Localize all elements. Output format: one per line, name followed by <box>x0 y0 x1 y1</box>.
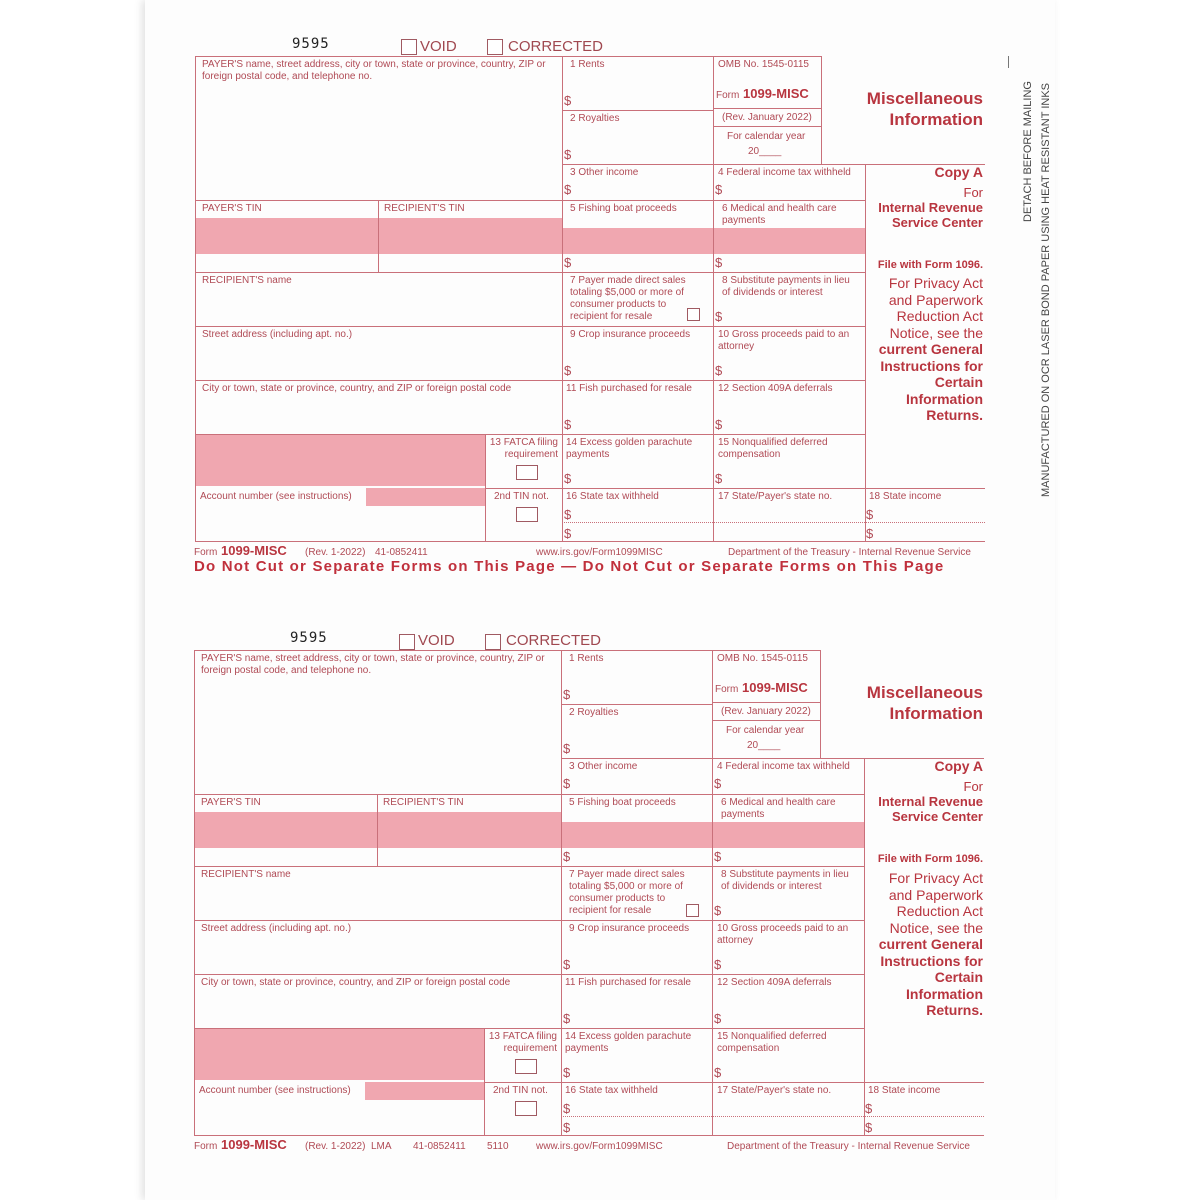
copy-a-label: Copy A <box>934 164 983 180</box>
box15-dollar: $ <box>714 1065 722 1080</box>
box7-label: 7 Payer made direct sales totaling $5,000 or more of consumer products to recipient for resale <box>570 275 686 322</box>
corrected-checkbox[interactable] <box>487 39 503 55</box>
second-tin-checkbox[interactable] <box>516 507 538 522</box>
payer-name-label: PAYER'S name, street address, city or town, state or province, country, ZIP or foreign postal code, and telephone no. <box>201 653 545 676</box>
box18-label: 18 State income <box>869 491 942 502</box>
title-line2: Information <box>889 110 983 129</box>
city-label: City or town, state or province, country, and ZIP or foreign postal code <box>201 977 511 988</box>
box18-dollar-2: $ <box>866 526 874 541</box>
account-number-field[interactable] <box>365 1082 484 1100</box>
copy-for: For <box>963 779 983 794</box>
box11-dollar: $ <box>564 417 572 432</box>
privacy-7: Certain <box>934 374 983 390</box>
box14-label: 14 Excess golden parachute payments <box>565 1031 692 1054</box>
box3-dollar: $ <box>563 776 571 791</box>
payer-name-label: PAYER'S name, street address, city or town, state or province, country, ZIP or foreign postal code, and telephone no. <box>202 59 546 82</box>
second-tin-label: 2nd TIN not. <box>494 491 549 502</box>
box15-label: 15 Nonqualified deferred compensation <box>718 437 828 460</box>
footer-url: www.irs.gov/Form1099MISC <box>536 547 663 558</box>
box9-dollar: $ <box>564 363 572 378</box>
privacy-6: Instructions for <box>880 953 983 969</box>
detach-tick <box>1008 56 1009 68</box>
box1-dollar: $ <box>564 93 572 108</box>
city-label: City or town, state or province, country, and ZIP or foreign postal code <box>202 383 512 394</box>
box11-label: 11 Fish purchased for resale <box>565 977 691 988</box>
box16-label: 16 State tax withheld <box>565 1085 658 1096</box>
footer-rev: (Rev. 1-2022) <box>305 547 366 558</box>
title-line1: Miscellaneous <box>866 683 983 702</box>
box10-label: 10 Gross proceeds paid to an attorney <box>717 923 849 946</box>
void-checkbox[interactable] <box>399 634 415 650</box>
box18-dollar-1: $ <box>865 1101 873 1116</box>
form-prefix: Form <box>715 684 739 695</box>
privacy-9: Returns. <box>926 407 983 423</box>
box9-label: 9 Crop insurance proceeds <box>569 923 690 934</box>
omb-number: OMB No. 1545-0115 <box>718 59 809 70</box>
box2-dollar: $ <box>564 147 572 162</box>
box13-label: 13 FATCA filing requirement <box>489 437 558 460</box>
corrected-checkbox[interactable] <box>485 634 501 650</box>
file-with: File with Form 1096. <box>877 259 983 271</box>
privacy-2: and Paperwork <box>888 292 983 308</box>
box6-dollar: $ <box>715 255 723 270</box>
box1-label: 1 Rents <box>569 653 604 664</box>
box12-label: 12 Section 409A deferrals <box>717 977 832 988</box>
shaded-field <box>195 434 485 486</box>
street-label: Street address (including apt. no.) <box>202 329 353 340</box>
box8-dollar: $ <box>714 903 722 918</box>
shaded-field <box>194 1028 484 1080</box>
box13-label: 13 FATCA filing requirement <box>488 1031 557 1054</box>
box9-dollar: $ <box>563 957 571 972</box>
box10-dollar: $ <box>715 363 723 378</box>
year-field[interactable]: 20____ <box>748 146 782 157</box>
box18-label: 18 State income <box>868 1085 941 1096</box>
box5-dollar: $ <box>564 255 572 270</box>
footer-dept: Department of the Treasury - Internal Revenue Service <box>728 547 971 558</box>
privacy-1: For Privacy Act <box>888 275 983 291</box>
box3-label: 3 Other income <box>570 167 639 178</box>
footer-lma: LMA <box>371 1141 392 1152</box>
recipient-tin-label: RECIPIENT'S TIN <box>384 203 465 214</box>
box16-label: 16 State tax withheld <box>566 491 659 502</box>
privacy-4: Notice, see the <box>889 920 983 936</box>
box15-dollar: $ <box>715 471 723 486</box>
footer-form-prefix: Form <box>194 1141 218 1152</box>
form-name: 1099-MISC <box>743 86 809 101</box>
box12-dollar: $ <box>714 1011 722 1026</box>
copy-irs-2: Service Center <box>891 809 983 824</box>
box4-dollar: $ <box>714 776 722 791</box>
copy-for: For <box>963 185 983 200</box>
void-label: VOID <box>418 632 455 649</box>
box5-label: 5 Fishing boat proceeds <box>570 203 677 214</box>
box1-label: 1 Rents <box>570 59 605 70</box>
recipient-name-label: RECIPIENT'S name <box>201 869 291 880</box>
corrected-label: CORRECTED <box>506 632 602 649</box>
footer-form-prefix: Form <box>194 547 218 558</box>
footer-cat: 41-0852411 <box>375 547 428 558</box>
corrected-label: CORRECTED <box>508 38 604 55</box>
box2-label: 2 Royalties <box>569 707 619 718</box>
box11-dollar: $ <box>563 1011 571 1026</box>
box2-dollar: $ <box>563 741 571 756</box>
second-tin-label: 2nd TIN not. <box>493 1085 548 1096</box>
calendar-year-label: For calendar year <box>727 131 806 142</box>
footer-url: www.irs.gov/Form1099MISC <box>536 1141 663 1152</box>
privacy-4: Notice, see the <box>889 325 983 341</box>
box16-dollar-2: $ <box>564 526 572 541</box>
footer-dept: Department of the Treasury - Internal Revenue Service <box>727 1141 970 1152</box>
box6-dollar: $ <box>714 849 722 864</box>
rev-date: (Rev. January 2022) <box>722 112 812 123</box>
footer-cat: 41-0852411 <box>413 1141 466 1152</box>
payer-tin-label: PAYER'S TIN <box>202 203 262 214</box>
box7-label: 7 Payer made direct sales totaling $5,000 or more of consumer products to recipient for resale <box>569 869 685 916</box>
copy-irs-1: Internal Revenue <box>878 794 983 809</box>
box12-dollar: $ <box>715 417 723 432</box>
privacy-8: Information <box>906 391 983 407</box>
box8-label: 8 Substitute payments in lieu of dividends or interest <box>722 275 850 298</box>
recipient-name-label: RECIPIENT'S name <box>202 275 292 286</box>
file-with: File with Form 1096. <box>877 853 983 865</box>
box4-label: 4 Federal income tax withheld <box>718 167 851 178</box>
box7-checkbox[interactable] <box>687 308 700 321</box>
form-prefix: Form <box>716 90 740 101</box>
title-line2: Information <box>889 704 983 723</box>
copy-irs-2: Service Center <box>891 215 983 230</box>
manufactured-notice: MANUFACTURED ON OCR LASER BOND PAPER USING HEAT RESISTANT INKS <box>1040 83 1052 497</box>
box16-dollar-2: $ <box>563 1120 571 1135</box>
privacy-5: current General <box>878 936 983 952</box>
box4-label: 4 Federal income tax withheld <box>717 761 850 772</box>
box6-label: 6 Medical and health care payments <box>722 203 837 226</box>
fatca-checkbox[interactable] <box>515 1059 537 1074</box>
box14-label: 14 Excess golden parachute payments <box>566 437 693 460</box>
box18-dollar-1: $ <box>866 507 874 522</box>
box5-label: 5 Fishing boat proceeds <box>569 797 676 808</box>
box2-label: 2 Royalties <box>570 113 620 124</box>
privacy-5: current General <box>878 341 983 357</box>
box3-dollar: $ <box>564 182 572 197</box>
box4-dollar: $ <box>715 182 723 197</box>
box10-label: 10 Gross proceeds paid to an attorney <box>718 329 850 352</box>
box1-dollar: $ <box>563 687 571 702</box>
handwritten-number: 9595 <box>290 630 328 646</box>
recipient-tin-label: RECIPIENT'S TIN <box>383 797 464 808</box>
box14-dollar: $ <box>563 1065 571 1080</box>
box16-dollar-1: $ <box>563 1101 571 1116</box>
title-line1: Miscellaneous <box>866 89 983 108</box>
void-label: VOID <box>420 38 457 55</box>
privacy-2: and Paperwork <box>888 887 983 903</box>
box10-dollar: $ <box>714 957 722 972</box>
box7-checkbox[interactable] <box>686 904 699 917</box>
omb-number: OMB No. 1545-0115 <box>717 653 808 664</box>
do-not-cut-notice: Do Not Cut or Separate Forms on This Page — Do Not Cut or Separate Forms on This Page <box>194 558 945 575</box>
privacy-3: Reduction Act <box>896 308 983 324</box>
footer-rev: (Rev. 1-2022) <box>305 1141 366 1152</box>
account-label: Account number (see instructions) <box>200 491 352 502</box>
footer-form-name: 1099-MISC <box>221 543 287 558</box>
box12-label: 12 Section 409A deferrals <box>718 383 833 394</box>
void-checkbox[interactable] <box>401 39 417 55</box>
box14-dollar: $ <box>564 471 572 486</box>
street-label: Street address (including apt. no.) <box>201 923 352 934</box>
box6-label: 6 Medical and health care payments <box>721 797 836 820</box>
box17-label: 17 State/Payer's state no. <box>718 491 833 502</box>
footer-form-name: 1099-MISC <box>221 1137 287 1152</box>
account-number-field[interactable] <box>366 488 485 506</box>
payer-tin-label: PAYER'S TIN <box>201 797 261 808</box>
handwritten-number: 9595 <box>292 36 330 52</box>
privacy-3: Reduction Act <box>896 903 983 919</box>
account-label: Account number (see instructions) <box>199 1085 351 1096</box>
privacy-9: Returns. <box>926 1002 983 1018</box>
box9-label: 9 Crop insurance proceeds <box>570 329 691 340</box>
privacy-8: Information <box>906 986 983 1002</box>
box17-label: 17 State/Payer's state no. <box>717 1085 832 1096</box>
form-copy-2 <box>0 594 1200 1194</box>
box3-label: 3 Other income <box>569 761 638 772</box>
fatca-checkbox[interactable] <box>516 465 538 480</box>
box5-dollar: $ <box>563 849 571 864</box>
box8-label: 8 Substitute payments in lieu of dividends or interest <box>721 869 849 892</box>
box16-dollar-1: $ <box>564 507 572 522</box>
footer-code: 5110 <box>487 1141 509 1152</box>
form-name: 1099-MISC <box>742 680 808 695</box>
copy-irs-1: Internal Revenue <box>878 200 983 215</box>
rev-date: (Rev. January 2022) <box>721 706 811 717</box>
year-field[interactable]: 20____ <box>747 740 781 751</box>
copy-a-label: Copy A <box>934 758 983 774</box>
calendar-year-label: For calendar year <box>726 725 805 736</box>
box8-dollar: $ <box>715 309 723 324</box>
box11-label: 11 Fish purchased for resale <box>566 383 692 394</box>
second-tin-checkbox[interactable] <box>515 1101 537 1116</box>
box18-dollar-2: $ <box>865 1120 873 1135</box>
privacy-6: Instructions for <box>880 358 983 374</box>
privacy-1: For Privacy Act <box>888 870 983 886</box>
privacy-7: Certain <box>934 969 983 985</box>
box15-label: 15 Nonqualified deferred compensation <box>717 1031 827 1054</box>
detach-notice: DETACH BEFORE MAILING <box>1022 81 1034 222</box>
